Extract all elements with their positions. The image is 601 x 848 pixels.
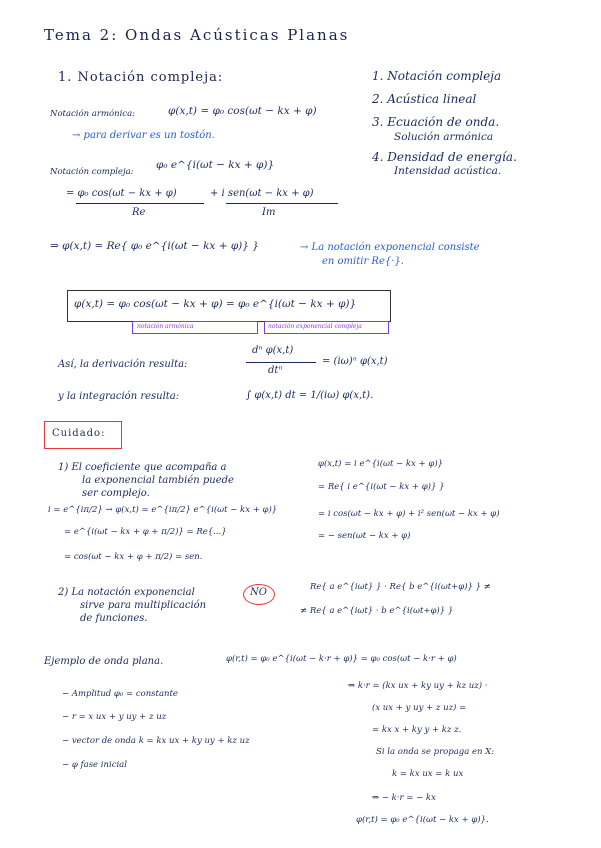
boxed-formula: φ(x,t) = φ₀ cos(ωt − kx + φ) = φ₀ e^{i(ωt − kx + φ)} — [74, 298, 357, 310]
toc-item-4b: Intensidad acústica. — [394, 165, 502, 177]
item2-eq2: ≠ Re{ a e^{iωt} · b e^{i(ωt+φ)} } — [300, 606, 454, 616]
bullet-amplitud: − Amplitud φ₀ = constante — [62, 689, 178, 699]
item1-line2: la exponencial también puede — [82, 475, 234, 486]
right-kr-2: (x ux + y uy + z uz) = — [372, 703, 467, 713]
expansion-imag: + i sen(ωt − kx + φ) — [210, 188, 314, 199]
tag-armonica: notación armónica — [137, 323, 194, 330]
page-title: Tema 2: Ondas Acústicas Planas — [44, 26, 350, 44]
item1-line1: 1) El coeficiente que acompaña a — [58, 462, 227, 473]
formula-compleja: φ₀ e^{i(ωt − kx + φ)} — [156, 159, 275, 171]
cuidado-label: Cuidado: — [52, 428, 106, 439]
bullet-posicion: − r = x ux + y uy + z uz — [62, 712, 167, 722]
item2-no: NO — [250, 587, 267, 598]
note-derivar: → para derivar es un tostón. — [72, 130, 215, 141]
formula-integral: ∫ φ(x,t) dt = 1/(iω) φ(x,t). — [246, 390, 374, 401]
bullet-fase: − φ fase inicial — [62, 760, 127, 770]
note-exponencial-1: → La notación exponencial consiste — [300, 242, 480, 253]
ejemplo-label: Ejemplo de onda plana. — [44, 656, 164, 667]
toc-item-2: 2. Acústica lineal — [372, 92, 477, 106]
label-re: Re — [132, 207, 146, 218]
underline-im — [226, 203, 338, 204]
formula-real-part: ⇒ φ(x,t) = Re{ φ₀ e^{i(ωt − kx + φ)} } — [50, 240, 259, 252]
deriv-fraction-bar — [246, 362, 316, 363]
toc-item-3b: Solución armónica — [394, 131, 494, 143]
item1-r1: φ(x,t) = i e^{i(ωt − kx + φ)} — [318, 459, 444, 469]
deriv-denominator: dtⁿ — [268, 365, 283, 376]
deriv-result: = (iω)ⁿ φ(x,t) — [322, 356, 388, 367]
toc-item-3: 3. Ecuación de onda. — [372, 115, 500, 129]
note-exponencial-2: en omitir Re{·}. — [322, 256, 404, 267]
item2-line1: 2) La notación exponencial — [58, 587, 195, 598]
toc-item-4: 4. Densidad de energía. — [372, 150, 517, 164]
right-minus-kr: ⇒ − k·r = − kx — [372, 793, 436, 803]
underline-re — [76, 203, 204, 204]
deriv-numerator: dⁿ φ(x,t) — [252, 345, 294, 356]
item2-line2: sirve para multiplicación — [80, 600, 207, 611]
label-integracion: y la integración resulta: — [58, 391, 180, 402]
right-final: φ(r,t) = φ₀ e^{i(ωt − kx + φ)}. — [356, 815, 489, 825]
item1-eq2: = e^{i(ωt − kx + φ + π/2)} = Re{...} — [64, 527, 227, 537]
formula-armonica: φ(x,t) = φ₀ cos(ωt − kx + φ) — [168, 105, 317, 117]
item1-r3: = i cos(ωt − kx + φ) + i² sen(ωt − kx + φ) — [318, 509, 500, 519]
toc-item-1: 1. Notación compleja — [372, 69, 502, 83]
item1-line3: ser complejo. — [82, 488, 150, 499]
right-propaga: Si la onda se propaga en X: — [376, 747, 495, 757]
section-heading: 1. Notación compleja: — [58, 70, 224, 85]
right-k-vector: k = kx ux = k ux — [392, 769, 464, 779]
item1-r2: = Re{ i e^{i(ωt − kx + φ)} } — [318, 482, 445, 492]
label-im: Im — [262, 207, 276, 218]
right-kr-1: ⇒ k·r = (kx ux + ky uy + kz uz) · — [348, 681, 488, 691]
ejemplo-formula: φ(r,t) = φ₀ e^{i(ωt − k·r + φ)} = φ₀ cos(ωt − k·r + φ) — [226, 654, 457, 664]
item2-eq1: Re{ a e^{iωt} } · Re{ b e^{i(ωt+φ)} } ≠ — [310, 582, 491, 592]
bullet-vector-onda: − vector de onda k = kx ux + ky uy + kz uz — [62, 736, 250, 746]
right-kr-3: = kx x + ky y + kz z. — [372, 725, 462, 735]
label-derivacion: Así, la derivación resulta: — [58, 359, 188, 370]
label-notacion-armonica: Notación armónica: — [50, 109, 136, 119]
item1-eq1: i = e^{iπ/2} → φ(x,t) = e^{iπ/2} e^{i(ωt − kx + φ)} — [48, 505, 278, 515]
item1-eq3: = cos(ωt − kx + φ + π/2) = sen. — [64, 552, 203, 562]
item2-line3: de funciones. — [80, 613, 148, 624]
label-notacion-compleja: Notación compleja: — [50, 167, 134, 177]
expansion-real: = φ₀ cos(ωt − kx + φ) — [66, 188, 177, 199]
item1-r4: = − sen(ωt − kx + φ) — [318, 531, 411, 541]
tag-exponencial: notación exponencial compleja — [268, 323, 362, 330]
